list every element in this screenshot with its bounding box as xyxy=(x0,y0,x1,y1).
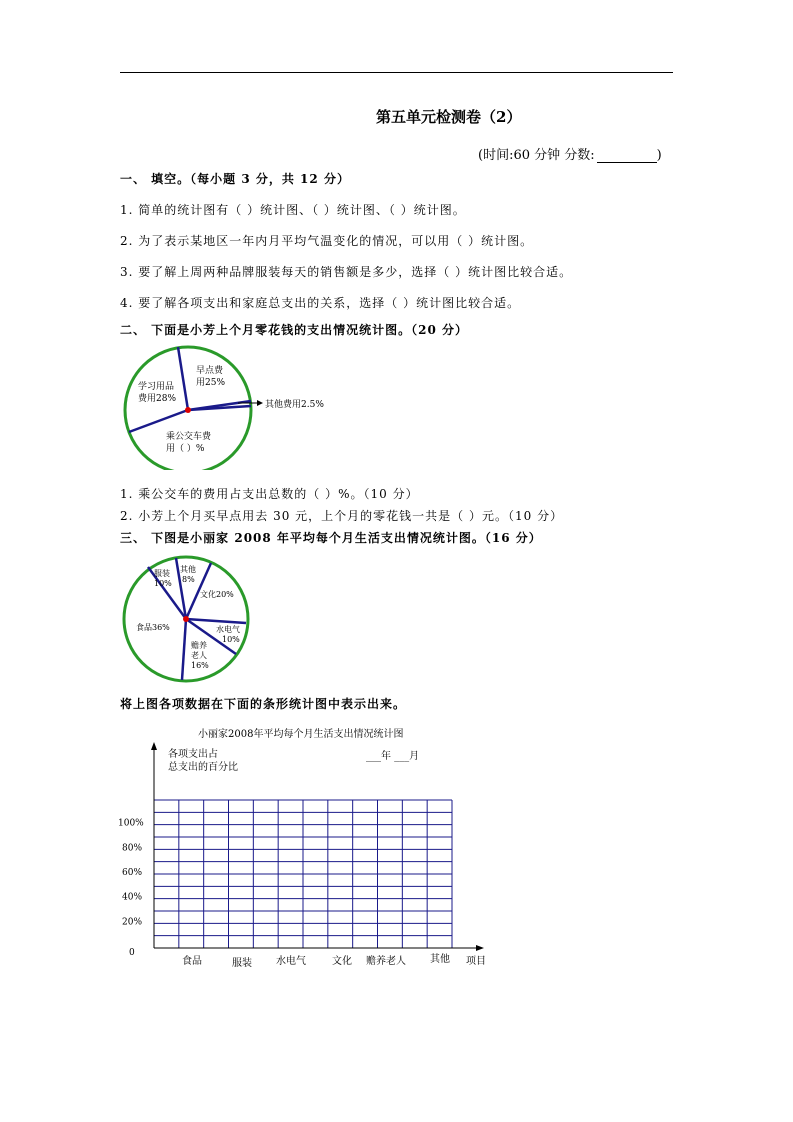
label-utilities-1: 水电气 xyxy=(216,625,240,634)
time-score-text: (时间:60 分钟 分数: xyxy=(478,148,595,163)
y-axis-label-1: 各项支出占 xyxy=(168,749,218,760)
label-utilities-2: 10% xyxy=(222,635,240,644)
pie-divider xyxy=(178,347,188,410)
x-category-label: 文化 xyxy=(332,956,352,967)
label-culture: 文化20% xyxy=(200,590,234,599)
label-study-2: 费用28% xyxy=(138,394,177,404)
pie-center-dot xyxy=(183,616,189,622)
y-axis-label-2: 总支出的百分比 xyxy=(168,762,238,773)
x-category-label: 赡养老人 xyxy=(366,956,406,967)
label-breakfast-2: 用25% xyxy=(196,378,226,388)
pie-chart-living-expenses xyxy=(120,550,260,690)
time-score-info xyxy=(478,144,662,163)
section2-q1: 1. 乘公交车的费用占支出总数的（ ）%。（10 分） xyxy=(120,487,419,501)
pie-divider xyxy=(182,619,186,680)
section1-q1: 1. 简单的统计图有（ ）统计图、（ ）统计图、（ ）统计图。 xyxy=(120,203,466,217)
time-score-close: ) xyxy=(656,148,662,163)
x-category-label: 其他 xyxy=(430,954,450,965)
label-clothing-1: 服装 xyxy=(154,569,170,578)
label-breakfast-1: 早点费 xyxy=(196,366,224,376)
pie-divider xyxy=(129,410,188,432)
callout-arrow-icon xyxy=(257,400,263,406)
pie-center-dot xyxy=(185,407,191,413)
label-elder-3: 16% xyxy=(191,661,209,670)
section1-q3: 3. 要了解上周两种品牌服装每天的销售额是多少，选择（ ）统计图比较合适。 xyxy=(120,265,573,279)
label-bus-2: 用（ ）% xyxy=(166,444,205,454)
y-tick-label: 0 xyxy=(129,948,135,958)
date-label: ___年 ___月 xyxy=(366,751,420,762)
label-other-2: 8% xyxy=(182,575,195,584)
y-tick-label: 80% xyxy=(122,843,143,854)
x-axis-label: 项目 xyxy=(466,956,486,967)
x-axis-arrow-icon xyxy=(476,945,484,951)
x-category-label: 水电气 xyxy=(276,956,306,967)
bar-chart-title: 小丽家2008年平均每个月生活支出情况统计图 xyxy=(198,729,404,740)
label-clothing-2: 10% xyxy=(154,579,172,588)
y-tick-label: 60% xyxy=(122,868,143,878)
section3-heading: 三、 下图是小丽家 2008 年平均每个月生活支出情况统计图。（16 分） xyxy=(120,531,542,545)
label-food: 食品36% xyxy=(136,623,170,632)
page-title: 第五单元检测卷（2） xyxy=(376,108,522,126)
score-blank[interactable] xyxy=(597,149,657,163)
y-tick-label: 20% xyxy=(122,917,143,928)
pie-divider xyxy=(186,619,246,623)
section2-heading: 二、 下面是小芳上个月零花钱的支出情况统计图。（20 分） xyxy=(120,323,469,337)
y-tick-label: 40% xyxy=(122,892,143,903)
y-tick-label: 100% xyxy=(118,818,144,829)
section2-q2: 2. 小芳上个月买早点用去 30 元，上个月的零花钱一共是（ ）元。（10 分） xyxy=(120,509,564,523)
label-elder-2: 老人 xyxy=(191,651,207,660)
section1-q4: 4. 要了解各项支出和家庭总支出的关系，选择（ ）统计图比较合适。 xyxy=(120,296,521,310)
label-bus-1: 乘公交车费 xyxy=(166,432,212,442)
label-elder-1: 赡养 xyxy=(191,641,207,650)
label-other: 其他费用2.5% xyxy=(265,400,324,410)
y-axis-arrow-icon xyxy=(151,742,157,750)
bar-chart-grid xyxy=(110,738,510,973)
section3-instruction: 将上图各项数据在下面的条形统计图中表示出来。 xyxy=(120,697,407,711)
label-study-1: 学习用品 xyxy=(138,382,175,392)
pie-chart-pocket-money xyxy=(120,340,360,470)
section1-heading: 一、 填空。（每小题 3 分，共 12 分） xyxy=(120,172,350,186)
header-rule xyxy=(120,72,673,73)
label-other-1: 其他 xyxy=(180,565,196,574)
x-category-label: 食品 xyxy=(182,956,202,967)
x-category-label: 服装 xyxy=(232,958,252,969)
section1-q2: 2. 为了表示某地区一年内月平均气温变化的情况，可以用（ ）统计图。 xyxy=(120,234,534,248)
